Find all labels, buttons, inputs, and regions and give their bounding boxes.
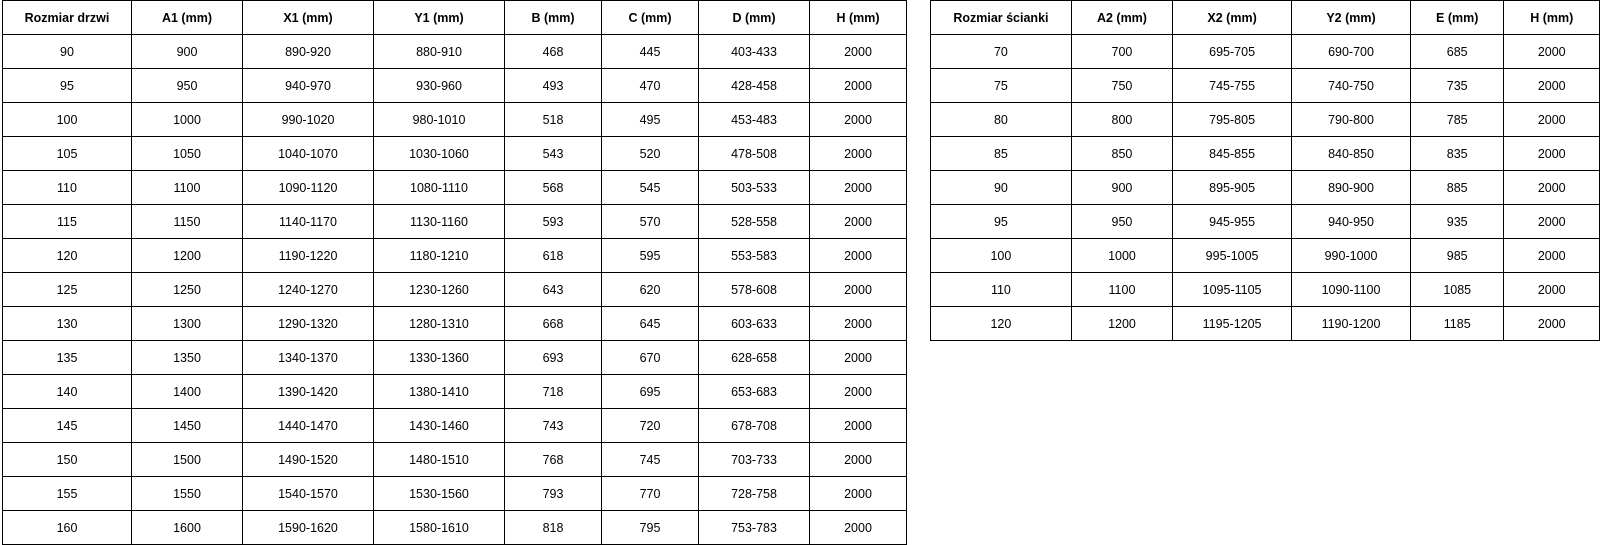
table-cell: 985 [1410,239,1504,273]
table-cell: 845-855 [1173,137,1292,171]
table-row [3,35,907,69]
table-cell: 2000 [1504,35,1600,69]
table-cell: 2000 [810,205,907,239]
table-cell: 100 [931,239,1072,273]
column-header: D (mm) [699,1,810,35]
table-cell: 1390-1420 [243,375,374,409]
table-cell: 2000 [810,171,907,205]
table-cell: 795-805 [1173,103,1292,137]
table-cell: 2000 [1504,205,1600,239]
column-header: A1 (mm) [132,1,243,35]
table-cell: 1080-1110 [374,171,505,205]
table-cell: 110 [3,171,132,205]
table-cell: 995-1005 [1173,239,1292,273]
table-cell: 1100 [1071,273,1172,307]
table-cell: 890-920 [243,35,374,69]
table-cell: 2000 [810,443,907,477]
table-cell: 1400 [132,375,243,409]
table-cell: 543 [505,137,602,171]
column-header: E (mm) [1410,1,1504,35]
table-cell: 160 [3,511,132,545]
table-cell: 135 [3,341,132,375]
table-cell: 693 [505,341,602,375]
table-cell: 790-800 [1292,103,1411,137]
table-cell: 1380-1410 [374,375,505,409]
table-cell: 495 [602,103,699,137]
table-row [3,443,907,477]
table-cell: 603-633 [699,307,810,341]
table-cell: 2000 [810,477,907,511]
table-cell: 1540-1570 [243,477,374,511]
table-cell: 150 [3,443,132,477]
doors-dimensions-table [2,0,907,545]
table-cell: 528-558 [699,205,810,239]
table-cell: 880-910 [374,35,505,69]
table-row [3,137,907,171]
table-cell: 1195-1205 [1173,307,1292,341]
table-cell: 1100 [132,171,243,205]
table-cell: 940-950 [1292,205,1411,239]
column-header: X1 (mm) [243,1,374,35]
table-cell: 1500 [132,443,243,477]
table-cell: 2000 [810,375,907,409]
table-row [3,341,907,375]
table-cell: 2000 [810,273,907,307]
table-row [3,239,907,273]
table-cell: 1600 [132,511,243,545]
doors-table-container [2,0,907,545]
table-cell: 100 [3,103,132,137]
table-row [931,103,1600,137]
table-cell: 1250 [132,273,243,307]
table-cell: 1180-1210 [374,239,505,273]
table-cell: 720 [602,409,699,443]
table-cell: 428-458 [699,69,810,103]
table-cell: 770 [602,477,699,511]
table-row [3,171,907,205]
table-row [931,273,1600,307]
table-cell: 768 [505,443,602,477]
table-cell: 885 [1410,171,1504,205]
table-cell: 945-955 [1173,205,1292,239]
table-cell: 950 [132,69,243,103]
table-cell: 900 [132,35,243,69]
table-cell: 2000 [1504,69,1600,103]
table-cell: 753-783 [699,511,810,545]
table-cell: 568 [505,171,602,205]
table-cell: 503-533 [699,171,810,205]
column-header: Y1 (mm) [374,1,505,35]
doors-table-head [3,1,907,35]
table-row [3,307,907,341]
column-header: X2 (mm) [1173,1,1292,35]
table-cell: 668 [505,307,602,341]
column-header: Rozmiar drzwi [3,1,132,35]
table-cell: 1095-1105 [1173,273,1292,307]
walls-table-head [931,1,1600,35]
table-cell: 90 [3,35,132,69]
table-cell: 445 [602,35,699,69]
table-cell: 695 [602,375,699,409]
table-cell: 700 [1071,35,1172,69]
table-cell: 940-970 [243,69,374,103]
table-cell: 628-658 [699,341,810,375]
table-cell: 2000 [1504,239,1600,273]
table-cell: 1200 [132,239,243,273]
table-row [3,103,907,137]
table-row [3,511,907,545]
table-cell: 90 [931,171,1072,205]
table-cell: 1000 [1071,239,1172,273]
table-cell: 1090-1100 [1292,273,1411,307]
table-row [3,69,907,103]
table-cell: 1140-1170 [243,205,374,239]
table-cell: 835 [1410,137,1504,171]
table-cell: 1340-1370 [243,341,374,375]
table-cell: 703-733 [699,443,810,477]
table-cell: 643 [505,273,602,307]
table-cell: 900 [1071,171,1172,205]
table-cell: 653-683 [699,375,810,409]
table-cell: 930-960 [374,69,505,103]
table-cell: 950 [1071,205,1172,239]
table-cell: 2000 [810,103,907,137]
table-cell: 470 [602,69,699,103]
table-cell: 518 [505,103,602,137]
table-cell: 545 [602,171,699,205]
table-cell: 70 [931,35,1072,69]
table-cell: 2000 [1504,273,1600,307]
table-cell: 2000 [1504,307,1600,341]
table-cell: 1030-1060 [374,137,505,171]
table-cell: 1480-1510 [374,443,505,477]
table-cell: 1450 [132,409,243,443]
table-cell: 553-583 [699,239,810,273]
table-cell: 735 [1410,69,1504,103]
table-row [3,375,907,409]
table-cell: 980-1010 [374,103,505,137]
table-cell: 745 [602,443,699,477]
table-cell: 145 [3,409,132,443]
walls-table-container [930,0,1600,341]
table-cell: 1000 [132,103,243,137]
table-cell: 795 [602,511,699,545]
table-cell: 785 [1410,103,1504,137]
table-cell: 678-708 [699,409,810,443]
column-header: H (mm) [1504,1,1600,35]
table-cell: 578-608 [699,273,810,307]
table-cell: 95 [931,205,1072,239]
table-cell: 1350 [132,341,243,375]
table-cell: 935 [1410,205,1504,239]
table-cell: 743 [505,409,602,443]
table-row [931,205,1600,239]
table-cell: 2000 [810,69,907,103]
table-cell: 130 [3,307,132,341]
table-cell: 685 [1410,35,1504,69]
table-cell: 1300 [132,307,243,341]
walls-table-body [931,35,1600,341]
column-header: A2 (mm) [1071,1,1172,35]
table-cell: 840-850 [1292,137,1411,171]
table-cell: 1085 [1410,273,1504,307]
table-cell: 1430-1460 [374,409,505,443]
table-cell: 2000 [810,35,907,69]
table-cell: 570 [602,205,699,239]
table-cell: 1230-1260 [374,273,505,307]
table-row [3,205,907,239]
table-cell: 120 [3,239,132,273]
table-cell: 1590-1620 [243,511,374,545]
table-cell: 2000 [1504,103,1600,137]
table-cell: 403-433 [699,35,810,69]
column-header: Y2 (mm) [1292,1,1411,35]
table-cell: 105 [3,137,132,171]
table-cell: 750 [1071,69,1172,103]
table-header-row [3,1,907,35]
table-cell: 1580-1610 [374,511,505,545]
table-cell: 745-755 [1173,69,1292,103]
table-cell: 1550 [132,477,243,511]
table-cell: 818 [505,511,602,545]
table-header-row [931,1,1600,35]
table-row [931,307,1600,341]
table-cell: 1090-1120 [243,171,374,205]
table-cell: 2000 [810,307,907,341]
table-cell: 690-700 [1292,35,1411,69]
table-cell: 1490-1520 [243,443,374,477]
column-header: H (mm) [810,1,907,35]
table-cell: 990-1000 [1292,239,1411,273]
table-cell: 593 [505,205,602,239]
table-cell: 1130-1160 [374,205,505,239]
table-cell: 2000 [810,511,907,545]
table-cell: 85 [931,137,1072,171]
table-cell: 1050 [132,137,243,171]
table-cell: 595 [602,239,699,273]
table-cell: 1190-1220 [243,239,374,273]
table-cell: 793 [505,477,602,511]
table-cell: 120 [931,307,1072,341]
table-cell: 895-905 [1173,171,1292,205]
table-row [3,477,907,511]
table-cell: 890-900 [1292,171,1411,205]
column-header: B (mm) [505,1,602,35]
table-cell: 1530-1560 [374,477,505,511]
table-cell: 520 [602,137,699,171]
table-cell: 75 [931,69,1072,103]
walls-dimensions-table [930,0,1600,341]
table-cell: 1040-1070 [243,137,374,171]
table-cell: 468 [505,35,602,69]
table-cell: 155 [3,477,132,511]
table-row [3,273,907,307]
table-cell: 1185 [1410,307,1504,341]
table-cell: 80 [931,103,1072,137]
table-cell: 670 [602,341,699,375]
table-row [931,239,1600,273]
table-cell: 1190-1200 [1292,307,1411,341]
table-cell: 110 [931,273,1072,307]
table-cell: 1240-1270 [243,273,374,307]
table-row [931,171,1600,205]
table-cell: 740-750 [1292,69,1411,103]
table-cell: 2000 [810,239,907,273]
table-cell: 2000 [810,341,907,375]
column-header: C (mm) [602,1,699,35]
table-row [931,35,1600,69]
table-row [931,137,1600,171]
table-cell: 125 [3,273,132,307]
table-cell: 728-758 [699,477,810,511]
table-cell: 2000 [1504,171,1600,205]
table-cell: 95 [3,69,132,103]
table-row [931,69,1600,103]
table-cell: 1200 [1071,307,1172,341]
table-cell: 718 [505,375,602,409]
table-row [3,409,907,443]
column-header: Rozmiar ścianki [931,1,1072,35]
table-cell: 850 [1071,137,1172,171]
table-cell: 800 [1071,103,1172,137]
table-cell: 1330-1360 [374,341,505,375]
table-cell: 1150 [132,205,243,239]
table-cell: 618 [505,239,602,273]
table-cell: 140 [3,375,132,409]
table-cell: 478-508 [699,137,810,171]
table-cell: 695-705 [1173,35,1292,69]
table-cell: 620 [602,273,699,307]
table-cell: 1290-1320 [243,307,374,341]
doors-table-body [3,35,907,545]
table-cell: 645 [602,307,699,341]
table-cell: 2000 [810,409,907,443]
table-cell: 2000 [1504,137,1600,171]
table-cell: 990-1020 [243,103,374,137]
table-cell: 1280-1310 [374,307,505,341]
table-cell: 493 [505,69,602,103]
table-cell: 1440-1470 [243,409,374,443]
table-cell: 2000 [810,137,907,171]
table-cell: 453-483 [699,103,810,137]
table-cell: 115 [3,205,132,239]
